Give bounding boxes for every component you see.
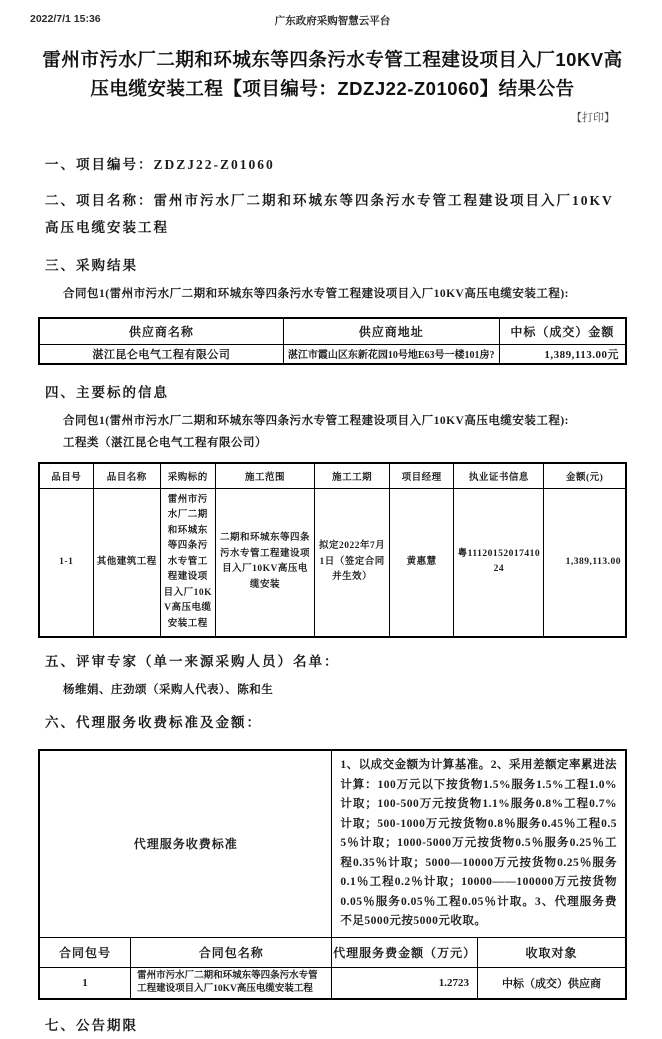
section-4-category-line: 工程类（湛江昆仑电气工程有限公司） xyxy=(63,437,267,449)
supplier-name-cell: 湛江昆仑电气工程有限公司 xyxy=(39,344,283,364)
agency-fee-table xyxy=(38,749,627,1000)
item-no-header: 品目号 xyxy=(39,463,93,488)
print-timestamp: 2022/7/1 15:36 xyxy=(30,13,101,25)
section-7-heading: 七、公告期限 xyxy=(45,1017,138,1033)
construction-scope-header: 施工范围 xyxy=(215,463,315,488)
suppliers-table-header-row xyxy=(39,318,626,344)
print-button[interactable]: 【打印】 xyxy=(571,112,615,124)
amount-header: 金额(元) xyxy=(544,463,626,488)
award-amount-cell: 1,389,113.00元 xyxy=(499,344,626,364)
fee-payer-header: 收取对象 xyxy=(477,937,626,967)
construction-period-header: 施工工期 xyxy=(315,463,390,488)
package-name-header: 合同包名称 xyxy=(131,937,332,967)
fee-standard-label: 代理服务收费标准 xyxy=(39,750,332,937)
fee-payer-cell: 中标（成交）供应商 xyxy=(477,967,626,999)
license-info-header: 执业证书信息 xyxy=(454,463,544,488)
supplier-address-header: 供应商地址 xyxy=(283,318,499,344)
site-title: 广东政府采购智慧云平台 xyxy=(274,15,391,27)
agency-fee-header-row xyxy=(39,937,626,967)
table-row xyxy=(39,344,626,364)
bid-items-table xyxy=(38,462,627,638)
construction-period-cell: 拟定2022年7月1日（签定合同并生效） xyxy=(315,488,390,637)
page-title: 雷州市污水厂二期和环城东等四条污水专管工程建设项目入厂10KV高压电缆安装工程【项目编号：ZDZJ22-Z01060】结果公告 xyxy=(42,49,623,99)
section-3-heading: 三、采购结果 xyxy=(45,258,138,273)
print-button-row xyxy=(38,108,627,126)
license-info-cell: 粤1112015201741024 xyxy=(454,488,544,637)
item-name-cell: 其他建筑工程 xyxy=(93,488,161,637)
section-3-package-line: 合同包1(雷州市污水厂二期和环城东等四条污水专管工程建设项目入厂10KV高压电缆安装工程): xyxy=(63,288,569,300)
fee-standard-text: 1、以成交金额为计算基准。2、采用差额定率累进法计算：100万元以下按货物1.5%服务1.5%工程1.0%计取；100-500万元按货物1.1%服务0.8%工程0.7%计取；500-1000万元按货物0.8％服务0.45％工程0.55％计取；1000-5000万元按货物0.5％服务0.25％工程0.35％计取；5000—10000万元按货物0.25％服务0.1％工程0.2％计取；10000——100000万元按货物0.05％服务0.05％工程0.05％计取。3、代理服务费不足5000元按5000元收取。 xyxy=(332,750,626,937)
construction-scope-cell: 二期和环城东等四条污水专管工程建设项目入厂10KV高压电缆安装 xyxy=(215,488,315,637)
section-4-package-line: 合同包1(雷州市污水厂二期和环城东等四条污水专管工程建设项目入厂10KV高压电缆安装工程): xyxy=(63,415,569,427)
procurement-target-header: 采购标的 xyxy=(161,463,216,488)
table-row xyxy=(39,967,626,999)
section-6-heading: 六、代理服务收费标准及金额： xyxy=(45,715,262,730)
agency-fee-amount-header: 代理服务费金额（万元） xyxy=(332,937,478,967)
procurement-target-cell: 雷州市污水厂二期和环城东等四条污水专管工程建设项目入厂10KV高压电缆安装工程 xyxy=(161,488,216,637)
package-no-header: 合同包号 xyxy=(39,937,131,967)
project-manager-header: 项目经理 xyxy=(389,463,454,488)
section-2-heading: 二、项目名称：雷州市污水厂二期和环城东等四条污水专管工程建设项目入厂10KV高压电缆安装工程 xyxy=(45,193,614,235)
print-header-spacer xyxy=(390,13,627,28)
agency-fee-amount-cell: 1.2723 xyxy=(332,967,478,999)
amount-cell: 1,389,113.00 xyxy=(544,488,626,637)
supplier-address-cell: 湛江市霞山区东新花园10号地E63号一楼101房? xyxy=(283,344,499,364)
fee-standard-row xyxy=(39,750,626,937)
item-name-header: 品目名称 xyxy=(93,463,161,488)
supplier-name-header: 供应商名称 xyxy=(39,318,283,344)
package-no-cell: 1 xyxy=(39,967,131,999)
bid-items-header-row xyxy=(39,463,626,488)
project-manager-cell: 黄惠慧 xyxy=(389,488,454,637)
section-5-heading: 五、评审专家（单一来源采购人员）名单： xyxy=(45,654,340,669)
expert-names: 杨维娟、庄劲颂（采购人代表）、陈和生 xyxy=(63,684,274,696)
section-1-heading: 一、项目编号：ZDZJ22-Z01060 xyxy=(45,157,275,172)
item-no-cell: 1-1 xyxy=(39,488,93,637)
print-header xyxy=(30,0,627,28)
award-amount-header: 中标（成交）金额 xyxy=(499,318,626,344)
section-4-heading: 四、主要标的信息 xyxy=(45,385,169,400)
suppliers-table xyxy=(38,317,627,365)
table-row xyxy=(39,488,626,637)
package-name-cell: 雷州市污水厂二期和环城东等四条污水专管工程建设项目入厂10KV高压电缆安装工程 xyxy=(131,967,332,999)
